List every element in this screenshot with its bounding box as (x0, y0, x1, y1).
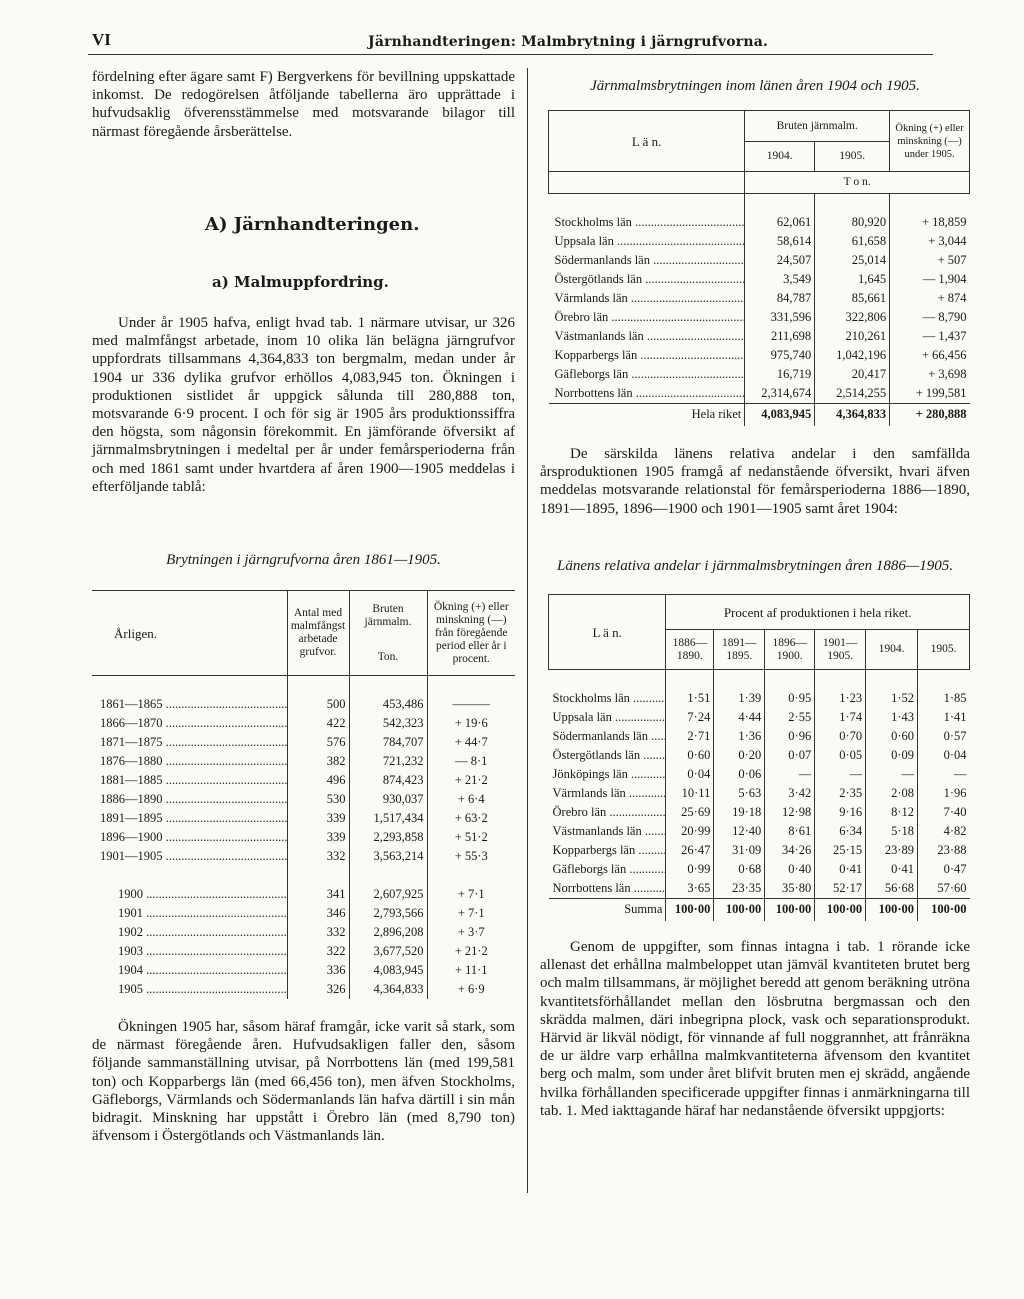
share-row (549, 689, 970, 708)
change-cell: + 19·6 (454, 716, 488, 730)
period-cell: 1896—1900 ..... (92, 828, 287, 847)
value-1905-cell: 61,658 (815, 232, 890, 251)
mines-cell: 326 (287, 980, 349, 999)
table-lan-1904-1905 (548, 110, 970, 426)
y1905-cell: 0·47 (943, 862, 967, 876)
table-mining-periods (92, 590, 515, 999)
share-row (549, 803, 970, 822)
lan-row (549, 327, 970, 346)
t1-col-lan: L ä n. (549, 111, 745, 172)
t2-col-p2: 1891—1895. (714, 630, 765, 670)
paragraph-quantities: Genom de uppgifter, som finnas intagna i tab. 1 rörande icke allenast det erhållna malmbeloppet utan jämväl kvantiteten brutet berg och malm tillsammans, är möjlighet beredd att genom beräkning utröna kvantitetsförhållandet mellan den lösbrutna bergmassan och den skrädda malmen, däri inbegripna plock, vask och separationsprodukt. Härvid är likväl nödigt, för vinnande af full noggrannhet, att frånräkna de ur äldre varp erhållna malmkvantiteterna äfvensom den kvantitet berg och malm, som under året blifvit bruten men ej skrädd, angående hvilka förhållanden specificerade uppgifter finnas i anmärkningarna till tab. 1. Med iakttagande häraf har nedanstående öfversikt uppgjorts: (540, 939, 970, 1119)
change-cell: + 66,456 (921, 348, 967, 362)
col-change: Ökning (+) eller minskning (—) från föregående period eller år i procent. (433, 600, 509, 665)
share-row (549, 765, 970, 784)
t2-total-1905: 100·00 (931, 902, 967, 917)
header-rule (88, 54, 933, 55)
ore-cell: 1,517,434 (349, 809, 427, 828)
lan-row (549, 232, 970, 251)
share-row (549, 841, 970, 860)
t1-unit: T o n. (745, 172, 970, 194)
p3-cell: 0·95 (765, 689, 815, 708)
p3-cell: 34·26 (765, 841, 815, 860)
p1-cell: 0·99 (666, 860, 714, 879)
value-1904-cell: 58,614 (745, 232, 815, 251)
share-row (549, 822, 970, 841)
t2-total-label: Summa (549, 899, 666, 921)
t2-total-p3: 100·00 (765, 899, 815, 921)
p4-cell: 52·17 (815, 879, 866, 899)
value-1904-cell: 211,698 (745, 327, 815, 346)
p4-cell: 1·74 (815, 708, 866, 727)
y1904-cell: — (866, 765, 918, 784)
period-row (92, 695, 515, 714)
p2-cell: 1·36 (714, 727, 765, 746)
mines-cell: 339 (287, 809, 349, 828)
y1905-cell: 1·41 (943, 710, 967, 724)
t2-col-p1: 1886—1890. (666, 630, 714, 670)
year-cell: 1903 ..... (92, 942, 287, 961)
change-cell: + 6·9 (457, 982, 485, 996)
y1904-cell: 5·18 (866, 822, 918, 841)
y1905-cell: 1·85 (943, 691, 967, 705)
y1904-cell: 0·09 (866, 746, 918, 765)
section-b-heading: a) Malmuppfordring. (212, 273, 389, 291)
lan-cell: Jönköpings län ..... (549, 765, 666, 784)
lan-cell: Östergötlands län ..... (549, 270, 745, 289)
mines-cell: 322 (287, 942, 349, 961)
period-cell: 1901—1905 ..... (92, 847, 287, 866)
t2-total-p4: 100·00 (815, 899, 866, 921)
col-period: Årligen. (92, 591, 287, 676)
year-row (92, 885, 515, 904)
change-cell: + 44·7 (454, 735, 488, 749)
lan-row (549, 308, 970, 327)
value-1905-cell: 80,920 (815, 213, 890, 232)
p4-cell: 1·23 (815, 689, 866, 708)
p1-cell: 26·47 (666, 841, 714, 860)
year-cell: 1905 ..... (92, 980, 287, 999)
p4-cell: 2·35 (815, 784, 866, 803)
mines-cell: 341 (287, 885, 349, 904)
t2-col-p4: 1901—1905. (815, 630, 866, 670)
p2-cell: 0·68 (714, 860, 765, 879)
value-1905-cell: 1,042,196 (815, 346, 890, 365)
p1-cell: 20·99 (666, 822, 714, 841)
period-cell: 1876—1880 ..... (92, 752, 287, 771)
lan-cell: Stockholms län ..... (549, 213, 745, 232)
col-ore: Bruten järnmalm. Ton. (349, 591, 427, 676)
period-row (92, 752, 515, 771)
y1905-cell: 7·40 (943, 805, 967, 819)
ore-cell: 721,232 (349, 752, 427, 771)
period-row (92, 733, 515, 752)
lan-cell: Södermanlands län ..... (549, 251, 745, 270)
p2-cell: 31·09 (714, 841, 765, 860)
share-row (549, 746, 970, 765)
change-cell: + 199,581 (915, 386, 967, 400)
y1905-cell: 0·04 (943, 748, 967, 762)
t2-col-group: Procent af produktionen i hela riket. (666, 595, 970, 630)
change-cell: — 1,437 (922, 329, 967, 343)
p4-cell: 6·34 (815, 822, 866, 841)
t2-col-lan: L ä n. (549, 595, 666, 670)
p2-cell: 23·35 (714, 879, 765, 899)
y1905-cell: 1·96 (943, 786, 967, 800)
ore-cell: 2,293,858 (349, 828, 427, 847)
change-cell: — 1,904 (922, 272, 967, 286)
p1-cell: 7·24 (666, 708, 714, 727)
p2-cell: 1·39 (714, 689, 765, 708)
p2-cell: 19·18 (714, 803, 765, 822)
change-cell: — 8·1 (455, 754, 488, 768)
change-cell: + 6·4 (457, 792, 485, 806)
y1904-cell: 0·41 (866, 860, 918, 879)
period-cell: 1861—1865 ..... (92, 695, 287, 714)
lan-cell: Norrbottens län ..... (549, 879, 666, 899)
lan-cell: Norrbottens län ..... (549, 384, 745, 404)
t1-total-1904: 4,083,945 (745, 404, 815, 426)
value-1904-cell: 3,549 (745, 270, 815, 289)
p4-cell: — (815, 765, 866, 784)
ore-cell: 4,083,945 (349, 961, 427, 980)
ore-cell: 784,707 (349, 733, 427, 752)
lan-row (549, 384, 970, 404)
period-row (92, 847, 515, 866)
section-a-heading: A) Järnhandteringen. (205, 214, 420, 235)
p3-cell: — (765, 765, 815, 784)
change-cell: + 21·2 (454, 773, 488, 787)
mines-cell: 422 (287, 714, 349, 733)
paragraph-production: Under år 1905 hafva, enligt hvad tab. 1 närmare utvisar, ur 326 med malmfångst arbetade, inom 10 olika län belägna järngrufvor uppfordrats tillsammans 4,364,833 ton bergmalm, medan under år 1904 ur 336 dylika grufvor erhöllos 4,083,945 ton. Ökningen i produktionen sistlidet år uppgick sålunda till 280,888 ton, motsvarande 6·9 procent. I och för sig är 1905 års produktionssiffra den högsta, som någonsin förekommit. En jämförande öfversikt af järnmalmsbrytningen i medeltal per år under femårsperioderna från och med 1861 samt under hvartdera af åren 1900—1905 meddelas i efterföljande tablå: (92, 315, 515, 495)
p4-cell: 0·05 (815, 746, 866, 765)
lan-cell: Gäfleborgs län ..... (549, 860, 666, 879)
year-cell: 1900 ..... (92, 885, 287, 904)
p3-cell: 2·55 (765, 708, 815, 727)
p1-cell: 0·04 (666, 765, 714, 784)
year-cell: 1901 ..... (92, 904, 287, 923)
value-1904-cell: 16,719 (745, 365, 815, 384)
p1-cell: 0·60 (666, 746, 714, 765)
change-cell: + 55·3 (454, 849, 488, 863)
t1-col-1905: 1905. (815, 142, 890, 172)
page-number: VI (92, 30, 111, 49)
value-1905-cell: 1,645 (815, 270, 890, 289)
left-column (92, 68, 515, 141)
ore-cell: 3,563,214 (349, 847, 427, 866)
lan-cell: Örebro län ..... (549, 308, 745, 327)
ore-cell: 2,793,566 (349, 904, 427, 923)
value-1904-cell: 24,507 (745, 251, 815, 270)
value-1905-cell: 322,806 (815, 308, 890, 327)
lan-cell: Västmanlands län ..... (549, 327, 745, 346)
y1905-cell: — (954, 767, 967, 781)
y1904-cell: 2·08 (866, 784, 918, 803)
p1-cell: 25·69 (666, 803, 714, 822)
year-row (92, 904, 515, 923)
t1-col-okning: Ökning (+) eller minskning (—) under 1905. (890, 111, 970, 172)
lan-cell: Gäfleborgs län ..... (549, 365, 745, 384)
lan-cell: Värmlands län ..... (549, 784, 666, 803)
value-1905-cell: 210,261 (815, 327, 890, 346)
t2-total-1904: 100·00 (866, 899, 918, 921)
value-1904-cell: 331,596 (745, 308, 815, 327)
y1904-cell: 1·52 (866, 689, 918, 708)
change-cell: + 507 (937, 253, 967, 267)
p3-cell: 0·07 (765, 746, 815, 765)
p2-cell: 5·63 (714, 784, 765, 803)
p1-cell: 10·11 (666, 784, 714, 803)
y1905-cell: 23·88 (937, 843, 967, 857)
y1904-cell: 0·60 (866, 727, 918, 746)
y1904-cell: 1·43 (866, 708, 918, 727)
period-row (92, 828, 515, 847)
mines-cell: 346 (287, 904, 349, 923)
p4-cell: 0·41 (815, 860, 866, 879)
lan-row (549, 251, 970, 270)
ore-cell: 930,037 (349, 790, 427, 809)
table2-caption: Länens relativa andelar i järnmalmsbrytningen åren 1886—1905. (557, 558, 953, 574)
value-1905-cell: 2,514,255 (815, 384, 890, 404)
year-row (92, 980, 515, 999)
period-row (92, 771, 515, 790)
t2-col-1904: 1904. (866, 630, 918, 670)
share-row (549, 860, 970, 879)
t1-col-bruten: Bruten järnmalm. (745, 111, 890, 142)
lan-cell: Örebro län ..... (549, 803, 666, 822)
mines-cell: 332 (287, 923, 349, 942)
lan-cell: Stockholms län ..... (549, 689, 666, 708)
value-1905-cell: 85,661 (815, 289, 890, 308)
change-cell: + 3·7 (457, 925, 485, 939)
y1905-cell: 0·57 (943, 729, 967, 743)
period-cell: 1871—1875 ..... (92, 733, 287, 752)
mines-cell: 530 (287, 790, 349, 809)
p3-cell: 35·80 (765, 879, 815, 899)
change-cell: + 51·2 (454, 830, 488, 844)
value-1904-cell: 2,314,674 (745, 384, 815, 404)
change-cell: + 63·2 (454, 811, 488, 825)
change-cell: — 8,790 (922, 310, 967, 324)
p2-cell: 0·20 (714, 746, 765, 765)
period-row (92, 809, 515, 828)
table-relative-shares (548, 594, 970, 921)
change-cell: + 7·1 (457, 906, 485, 920)
p2-cell: 4·44 (714, 708, 765, 727)
change-cell: + 874 (937, 291, 967, 305)
period-cell: 1886—1890 ..... (92, 790, 287, 809)
running-title: Järnhandteringen: Malmbrytning i järngrufvorna. (368, 34, 769, 50)
lan-cell: Värmlands län ..... (549, 289, 745, 308)
year-cell: 1902 ..... (92, 923, 287, 942)
share-row (549, 784, 970, 803)
value-1905-cell: 25,014 (815, 251, 890, 270)
ore-cell: 874,423 (349, 771, 427, 790)
p3-cell: 0·40 (765, 860, 815, 879)
y1904-cell: 23·89 (866, 841, 918, 860)
ore-cell: 2,896,208 (349, 923, 427, 942)
period-row (92, 714, 515, 733)
period-cell: 1881—1885 ..... (92, 771, 287, 790)
p1-cell: 2·71 (666, 727, 714, 746)
t1-total-change: + 280,888 (915, 407, 967, 422)
lan-row (549, 346, 970, 365)
lan-cell: Uppsala län ..... (549, 708, 666, 727)
lan-row (549, 270, 970, 289)
year-row (92, 923, 515, 942)
year-row (92, 961, 515, 980)
mines-cell: 500 (287, 695, 349, 714)
table-caption-left: Brytningen i järngrufvorna åren 1861—1905. (166, 552, 441, 568)
table1-caption: Järnmalmsbrytningen inom länen åren 1904 och 1905. (590, 78, 920, 94)
year-row (92, 942, 515, 961)
paragraph-increase: Ökningen 1905 har, såsom häraf framgår, icke varit så stark, som de närmast föregående åren. Hufvudsakligen faller den, såsom följande sammanställning utvisar, på Norrbottens län (med 199,581 ton) och Kopparbergs län (med 66,456 ton), men äfven Stockholms, Gäfleborgs, Värmlands och Södermanlands län hafva därtill i sin mån bidragit. Minskning har uppstått i Örebro län (med 8,790 ton) äfvensom i Östergötlands och Västmanlands län. (92, 1019, 515, 1145)
period-row (92, 790, 515, 809)
t2-col-1905: 1905. (918, 630, 970, 670)
lan-cell: Kopparbergs län ..... (549, 841, 666, 860)
p1-cell: 3·65 (666, 879, 714, 899)
p1-cell: 1·51 (666, 689, 714, 708)
mines-cell: 496 (287, 771, 349, 790)
lan-row (549, 289, 970, 308)
mines-cell: 576 (287, 733, 349, 752)
ore-cell: 2,607,925 (349, 885, 427, 904)
mines-cell: 332 (287, 847, 349, 866)
p3-cell: 12·98 (765, 803, 815, 822)
lan-row (549, 365, 970, 384)
ore-cell: 542,323 (349, 714, 427, 733)
t1-total-1905: 4,364,833 (815, 404, 890, 426)
t2-total-p1: 100·00 (666, 899, 714, 921)
column-divider (527, 68, 528, 1193)
col-mines: Antal med malmfångst arbetade grufvor. (287, 591, 349, 676)
value-1904-cell: 84,787 (745, 289, 815, 308)
y1905-cell: 57·60 (937, 881, 967, 895)
ore-cell: 4,364,833 (349, 980, 427, 999)
lan-cell: Uppsala län ..... (549, 232, 745, 251)
p2-cell: 0·06 (714, 765, 765, 784)
share-row (549, 727, 970, 746)
mines-cell: 336 (287, 961, 349, 980)
share-row (549, 879, 970, 899)
change-cell: + 3,698 (928, 367, 967, 381)
p3-cell: 0·96 (765, 727, 815, 746)
change-cell: + 3,044 (928, 234, 967, 248)
p3-cell: 8·61 (765, 822, 815, 841)
mines-cell: 339 (287, 828, 349, 847)
ore-cell: 3,677,520 (349, 942, 427, 961)
p2-cell: 12·40 (714, 822, 765, 841)
change-cell: + 18,859 (921, 215, 967, 229)
ore-cell: 453,486 (349, 695, 427, 714)
t2-total-p2: 100·00 (714, 899, 765, 921)
change-cell: + 7·1 (457, 887, 485, 901)
lan-cell: Västmanlands län ..... (549, 822, 666, 841)
paragraph-relative: De särskilda länens relativa andelar i den samfällda årsproduktionen 1905 framgå af nedanstående öfversikt, hvari äfven meddelas motsvarande relationstal för femårsperioderna 1886—1890, 1891—1895, 1896—1900 och 1901—1905 samt året 1904: (540, 446, 970, 517)
t2-col-p3: 1896—1900. (765, 630, 815, 670)
lan-cell: Östergötlands län ..... (549, 746, 666, 765)
y1904-cell: 8·12 (866, 803, 918, 822)
intro-paragraph: fördelning efter ägare samt F) Bergverkens för bevillning uppskattade inkomst. De redogörelsen åtföljande tabellerna äro upprättade i hufvudsaklig öfverensstämmelse med motsvarande bilagor till närmast föregående årsberättelse. (92, 69, 515, 140)
lan-row (549, 213, 970, 232)
t1-total-label: Hela riket (549, 404, 745, 426)
period-cell: 1891—1895 ..... (92, 809, 287, 828)
value-1904-cell: 62,061 (745, 213, 815, 232)
t1-col-1904: 1904. (745, 142, 815, 172)
p4-cell: 0·70 (815, 727, 866, 746)
value-1905-cell: 20,417 (815, 365, 890, 384)
y1905-cell: 4·82 (943, 824, 967, 838)
lan-cell: Södermanlands län ..... (549, 727, 666, 746)
p3-cell: 3·42 (765, 784, 815, 803)
p4-cell: 9·16 (815, 803, 866, 822)
year-cell: 1904 ..... (92, 961, 287, 980)
change-cell: + 21·2 (454, 944, 488, 958)
change-cell: + 11·1 (454, 963, 488, 977)
y1904-cell: 56·68 (866, 879, 918, 899)
p4-cell: 25·15 (815, 841, 866, 860)
mines-cell: 382 (287, 752, 349, 771)
period-cell: 1866—1870 ..... (92, 714, 287, 733)
share-row (549, 708, 970, 727)
change-cell: ——— (452, 697, 490, 711)
lan-cell: Kopparbergs län ..... (549, 346, 745, 365)
value-1904-cell: 975,740 (745, 346, 815, 365)
